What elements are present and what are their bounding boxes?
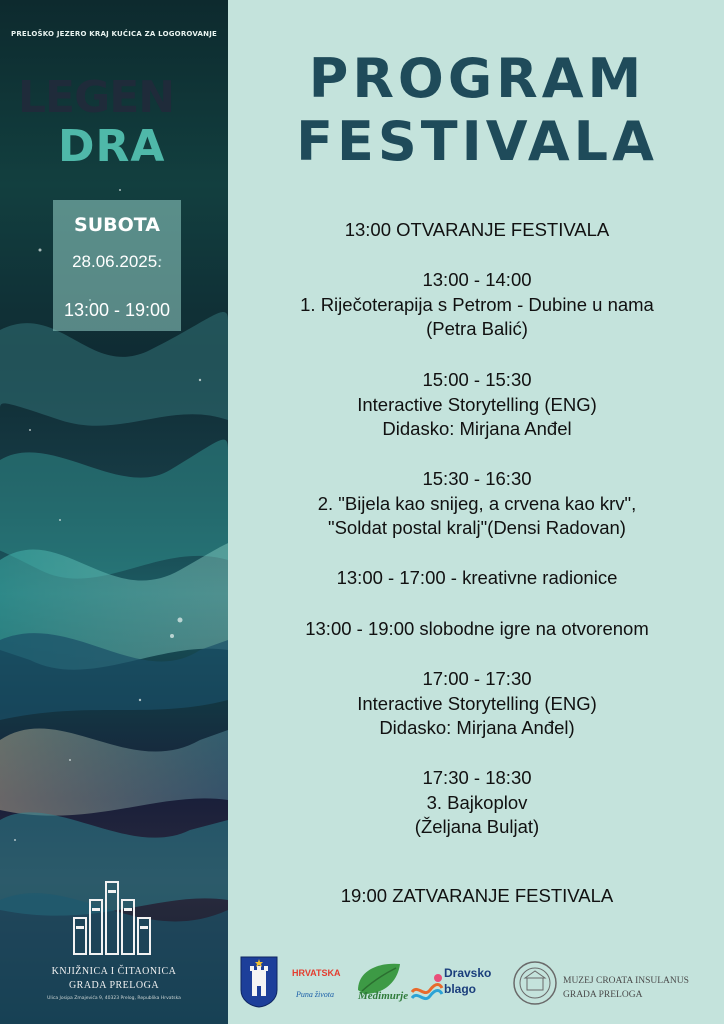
program-closing: 19:00 ZATVARANJE FESTIVALA <box>340 885 614 906</box>
date-box <box>53 200 181 331</box>
library-name-line1: KNJIŽNICA I ČITAONICA <box>51 966 177 977</box>
event-title: 3. Bajkoplov <box>426 791 528 813</box>
festival-banner <box>0 0 228 1024</box>
event-time: 15:00 - 15:30 <box>422 369 532 390</box>
city-crest-icon <box>240 956 278 1008</box>
banner-kicker: PRELOŠKO JEZERO KRAJ KUĆICA ZA LOGOROVANJE <box>11 30 217 38</box>
event-title-2: "Soldat postal kralj"(Densi Radovan) <box>328 517 626 538</box>
banner-title-dra: DRA <box>58 121 166 172</box>
event-time: 15:30 - 16:30 <box>422 468 532 489</box>
dravsko-text-line2: blago <box>444 982 476 996</box>
program-event-2 <box>230 368 724 442</box>
event-time: 17:00 - 17:30 <box>422 668 532 689</box>
program-event-4: 13:00 - 17:00 - kreativne radionice <box>336 567 618 588</box>
muzej-name-line1: MUZEJ CROATA INSULANUS <box>563 976 689 986</box>
event-title: Interactive Storytelling (ENG) <box>357 393 597 415</box>
dravsko-wave-icon <box>410 968 444 1008</box>
program-event-7 <box>230 766 724 840</box>
program-event-5: 13:00 - 19:00 slobodne igre na otvorenom <box>305 618 649 639</box>
event-host: Didasko: Mirjana Anđel) <box>379 717 575 738</box>
event-title: 2. "Bijela kao snijeg, a crvena kao krv", <box>317 492 637 514</box>
muzej-name-line2: GRADA PRELOGA <box>563 990 643 1000</box>
library-logo-icon <box>68 878 158 960</box>
program-title-line1: PROGRAM <box>308 47 646 110</box>
event-time: 13:00 - 19:00 <box>63 300 171 320</box>
event-date: 28.06.2025. <box>72 252 162 271</box>
program-opening: 13:00 OTVARANJE FESTIVALA <box>344 219 610 240</box>
event-host: (Željana Buljat) <box>414 816 540 837</box>
event-host: Didasko: Mirjana Anđel <box>382 418 572 439</box>
banner-title-legen: LEGEN <box>18 72 175 123</box>
library-name-line2: GRADA PRELOGA <box>68 980 160 991</box>
event-time: 13:00 - 14:00 <box>422 269 532 290</box>
event-day: SUBOTA <box>74 214 160 236</box>
event-time: 17:30 - 18:30 <box>422 767 532 788</box>
muzej-seal-icon <box>512 960 558 1006</box>
dravsko-blago-logo <box>410 960 490 1010</box>
program-title-line2: FESTIVALA <box>296 110 658 173</box>
dravsko-text-line1: Dravsko <box>444 966 492 980</box>
program-event-6 <box>230 667 724 741</box>
hrvatska-logo-text: HRVATSKA <box>292 968 341 978</box>
program-event-1 <box>230 268 724 342</box>
library-address: Ulica Josipa Zmajevića 9, 40323 Prelog, Republika Hrvatska <box>47 996 181 1001</box>
event-title: 1. Riječoterapija s Petrom - Dubine u nama <box>300 293 654 315</box>
hrvatska-logo-subtitle: Puna života <box>296 990 334 999</box>
medjimurje-logo-text: Međimurje <box>358 990 409 1002</box>
event-host: (Petra Balić) <box>426 318 528 339</box>
program-event-3 <box>230 467 724 541</box>
event-title: Interactive Storytelling (ENG) <box>357 692 597 714</box>
